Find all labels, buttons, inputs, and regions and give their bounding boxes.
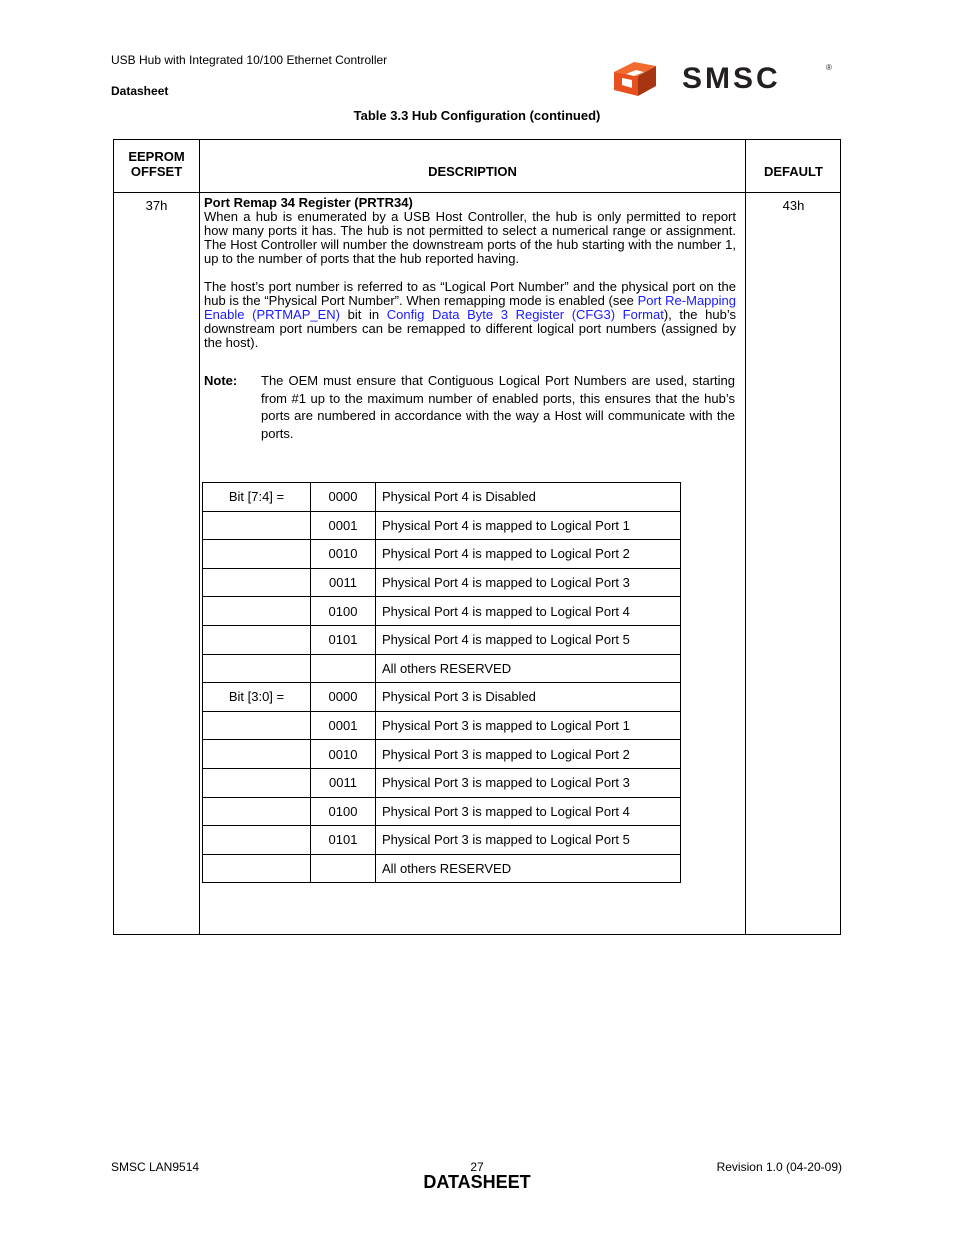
bit-mapping-table bbox=[202, 482, 681, 883]
table-row bbox=[203, 483, 681, 512]
bit-meaning-cell: Physical Port 3 is mapped to Logical Port 5 bbox=[376, 826, 681, 855]
paragraph-remap-intro: The host’s port number is referred to as “Logical Port Number” and the physical port on the hub is the “Physical Port Number”. When remapping mode is enabled (see bbox=[204, 279, 736, 308]
bit-meaning-cell: Physical Port 3 is mapped to Logical Port 3 bbox=[376, 768, 681, 797]
smsc-logo bbox=[612, 56, 842, 98]
table-row bbox=[203, 826, 681, 855]
bit-field-cell bbox=[203, 625, 311, 654]
table-row bbox=[203, 540, 681, 569]
table-row bbox=[203, 568, 681, 597]
document-title: USB Hub with Integrated 10/100 Ethernet Controller bbox=[111, 53, 388, 67]
bit-value-cell: 0001 bbox=[311, 711, 376, 740]
hub-config-table bbox=[113, 139, 841, 935]
bit-value-cell bbox=[311, 654, 376, 683]
bit-field-cell bbox=[203, 568, 311, 597]
bit-value-cell: 0000 bbox=[311, 683, 376, 712]
bit-meaning-cell: Physical Port 3 is mapped to Logical Port 4 bbox=[376, 797, 681, 826]
bit-meaning-cell: Physical Port 3 is mapped to Logical Port 1 bbox=[376, 711, 681, 740]
table-row bbox=[203, 597, 681, 626]
bit-field-cell bbox=[203, 654, 311, 683]
footer-datasheet: DATASHEET bbox=[423, 1172, 531, 1192]
bit-value-cell: 0011 bbox=[311, 568, 376, 597]
header-divider bbox=[114, 192, 840, 193]
bit-meaning-cell: Physical Port 3 is Disabled bbox=[376, 683, 681, 712]
logo-mark-icon bbox=[614, 62, 656, 96]
bit-value-cell: 0001 bbox=[311, 511, 376, 540]
bit-value-cell: 0010 bbox=[311, 740, 376, 769]
logo-text: SMSC bbox=[682, 62, 781, 95]
bit-field-cell bbox=[203, 511, 311, 540]
bit-meaning-cell: All others RESERVED bbox=[376, 854, 681, 883]
note-text: The OEM must ensure that Contiguous Logical Port Numbers are used, starting from #1 up to the maximum number of enabled ports, this ensures that the hub’s ports are numbered in accordance with the way a Host will communicate with the ports. bbox=[261, 373, 735, 441]
bit-value-cell: 0100 bbox=[311, 597, 376, 626]
col-header-description: DESCRIPTION bbox=[428, 164, 517, 179]
table-caption: Table 3.3 Hub Configuration (continued) bbox=[353, 108, 601, 123]
document-type: Datasheet bbox=[111, 84, 169, 98]
bit-field-cell bbox=[203, 797, 311, 826]
bit-field-cell bbox=[203, 540, 311, 569]
bit-value-cell: 0000 bbox=[311, 483, 376, 512]
bit-field-cell bbox=[203, 826, 311, 855]
footer-revision: Revision 1.0 (04-20-09) bbox=[716, 1160, 842, 1174]
col-header-offset: EEPROM OFFSET bbox=[128, 149, 185, 179]
bit-field-cell bbox=[203, 597, 311, 626]
link-cfg3-format[interactable]: Config Data Byte 3 Register (CFG3) Format bbox=[386, 307, 664, 322]
bit-field-cell: Bit [3:0] = bbox=[203, 683, 311, 712]
table-row bbox=[203, 654, 681, 683]
bit-meaning-cell: All others RESERVED bbox=[376, 654, 681, 683]
paragraph-enumeration: When a hub is enumerated by a USB Host Controller, the hub is only permitted to report how many ports it has. The hub is not permitted to select a numerical range or assignment. The Host Controller will number the downstream ports of the hub starting with the number 1, up to the number of ports that the hub reported having. bbox=[204, 209, 736, 266]
link-prtmap-en[interactable]: Port Re-Mapping Enable (PRTMAP_EN) bbox=[204, 293, 736, 322]
page-number: 27 bbox=[470, 1160, 484, 1174]
paragraph-remap-end: ), the hub’s downstream port numbers can be remapped to different logical port numbers (assigned by the host). bbox=[204, 307, 736, 350]
bit-field-cell bbox=[203, 740, 311, 769]
col-header-default: DEFAULT bbox=[764, 164, 823, 179]
bit-meaning-cell: Physical Port 4 is Disabled bbox=[376, 483, 681, 512]
bit-value-cell: 0100 bbox=[311, 797, 376, 826]
registered-mark: ® bbox=[826, 63, 832, 72]
paragraph-remap-mid: bit in bbox=[340, 307, 387, 322]
table-row bbox=[203, 740, 681, 769]
bit-value-cell bbox=[311, 854, 376, 883]
table-row bbox=[203, 854, 681, 883]
col-divider bbox=[199, 140, 200, 934]
bit-meaning-cell: Physical Port 4 is mapped to Logical Port 4 bbox=[376, 597, 681, 626]
bit-meaning-cell: Physical Port 4 is mapped to Logical Port 2 bbox=[376, 540, 681, 569]
bit-meaning-cell: Physical Port 4 is mapped to Logical Port 1 bbox=[376, 511, 681, 540]
col-divider bbox=[745, 140, 746, 934]
bit-field-cell bbox=[203, 854, 311, 883]
bit-value-cell: 0011 bbox=[311, 768, 376, 797]
bit-value-cell: 0101 bbox=[311, 625, 376, 654]
table-row bbox=[203, 711, 681, 740]
bit-value-cell: 0010 bbox=[311, 540, 376, 569]
bit-meaning-cell: Physical Port 3 is mapped to Logical Port 2 bbox=[376, 740, 681, 769]
note-label: Note: bbox=[204, 373, 238, 388]
table-row bbox=[203, 625, 681, 654]
eeprom-offset-value: 37h bbox=[145, 198, 168, 213]
default-value: 43h bbox=[782, 198, 805, 213]
bit-field-cell: Bit [7:4] = bbox=[203, 483, 311, 512]
bit-field-cell bbox=[203, 768, 311, 797]
footer-product: SMSC LAN9514 bbox=[111, 1160, 200, 1174]
bit-meaning-cell: Physical Port 4 is mapped to Logical Port 3 bbox=[376, 568, 681, 597]
table-row bbox=[203, 768, 681, 797]
table-row bbox=[203, 511, 681, 540]
bit-meaning-cell: Physical Port 4 is mapped to Logical Port 5 bbox=[376, 625, 681, 654]
register-description bbox=[204, 196, 736, 350]
table-row bbox=[203, 797, 681, 826]
bit-field-cell bbox=[203, 711, 311, 740]
table-row bbox=[203, 683, 681, 712]
register-title: Port Remap 34 Register (PRTR34) bbox=[204, 195, 413, 210]
bit-value-cell: 0101 bbox=[311, 826, 376, 855]
